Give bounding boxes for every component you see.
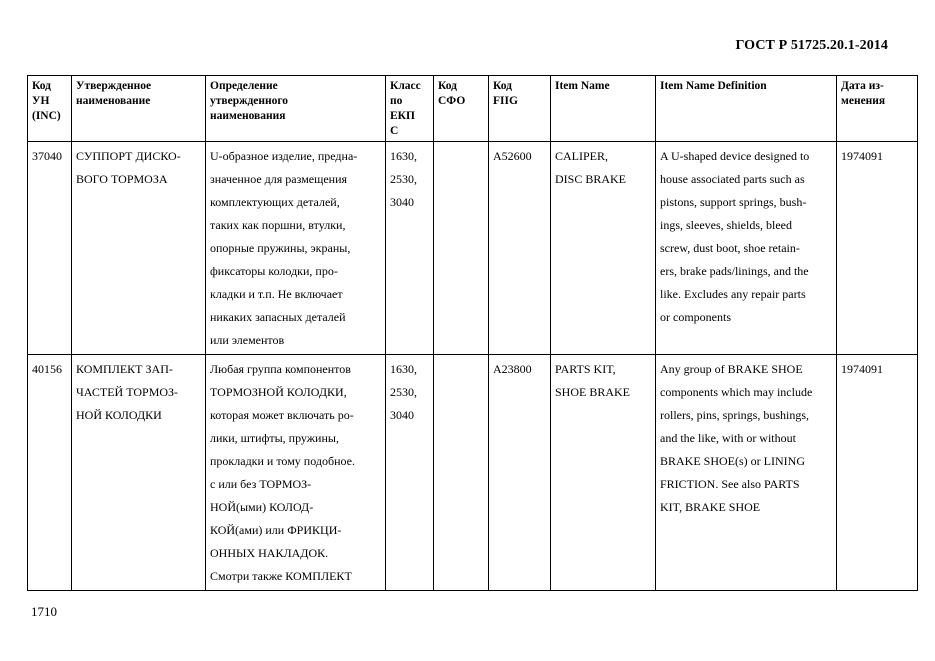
text-line: ers, brake pads/linings, and the (660, 264, 809, 278)
text-line: НОЙ КОЛОДКИ (76, 408, 162, 422)
text-line: SHOE BRAKE (555, 385, 631, 399)
cell-approved-name (72, 142, 206, 355)
table-header-row (28, 76, 918, 142)
cell-change-date: 1974091 (837, 142, 918, 355)
cell-ekps-class (386, 142, 434, 355)
text-line: 3040 (390, 195, 414, 209)
text-line: или элементов (210, 333, 285, 347)
text-line: PARTS KIT, (555, 362, 616, 376)
cell-fiig-code: A23800 (489, 355, 551, 591)
nomenclature-table (27, 75, 918, 591)
header-fiig-code: Код FIIG (489, 76, 551, 142)
text-line: ОННЫХ НАКЛАДОК. (210, 546, 329, 560)
text-line: Смотри также КОМПЛЕКТ (210, 569, 352, 583)
table-row (28, 142, 918, 355)
text-line: 2530, (390, 385, 417, 399)
table-row (28, 355, 918, 591)
text-line: фиксаторы колодки, про- (210, 264, 338, 278)
text-line: Any group of BRAKE SHOE (660, 362, 803, 376)
text-line: 1630, (390, 149, 417, 163)
page-number: 1710 (31, 604, 57, 619)
cell-item-name-definition (656, 142, 837, 355)
text-line: с или без ТОРМОЗ- (210, 477, 312, 491)
cell-inc: 37040 (28, 142, 72, 355)
cell-item-name (551, 355, 656, 591)
text-line: 3040 (390, 408, 414, 422)
header-ekps-class: Класс по ЕКП С (386, 76, 434, 142)
text-line: НОЙ(ыми) КОЛОД- (210, 500, 314, 514)
text-line: house associated parts such as (660, 172, 805, 186)
header-item-name-definition: Item Name Definition (656, 76, 837, 142)
header-definition: Определение утвержденного наименования (206, 76, 386, 142)
text-line: опорные пружины, экраны, (210, 241, 351, 255)
text-line: ВОГО ТОРМОЗА (76, 172, 168, 186)
text-line: прокладки и тому подобное. (210, 454, 355, 468)
cell-definition (206, 355, 386, 591)
text-line: 2530, (390, 172, 417, 186)
text-line: кладки и т.п. Не включает (210, 287, 343, 301)
text-line: KIT, BRAKE SHOE (660, 500, 761, 514)
text-line: ЧАСТЕЙ ТОРМОЗ- (76, 385, 179, 399)
text-line: rollers, pins, springs, bushings, (660, 408, 810, 422)
header-approved-name: Утвержденное наименование (72, 76, 206, 142)
text-line: лики, штифты, пружины, (210, 431, 339, 445)
cell-item-name (551, 142, 656, 355)
text-line: таких как поршни, втулки, (210, 218, 346, 232)
header-item-name: Item Name (551, 76, 656, 142)
text-line: screw, dust boot, shoe retain- (660, 241, 800, 255)
cell-approved-name (72, 355, 206, 591)
text-line: like. Excludes any repair parts (660, 287, 806, 301)
text-line: СУППОРТ ДИСКО- (76, 149, 181, 163)
text-line: pistons, support springs, bush- (660, 195, 807, 209)
header-change-date: Дата из- менения (837, 76, 918, 142)
text-line: components which may include (660, 385, 813, 399)
text-line: КОМПЛЕКТ ЗАП- (76, 362, 173, 376)
cell-item-name-definition (656, 355, 837, 591)
text-line: DISC BRAKE (555, 172, 627, 186)
text-line: никаких запасных деталей (210, 310, 346, 324)
text-line: КОЙ(ами) или ФРИКЦИ- (210, 523, 342, 537)
text-line: комплектующих деталей, (210, 195, 340, 209)
text-line: ings, sleeves, shields, bleed (660, 218, 792, 232)
header-sfo-code: Код СФО (434, 76, 489, 142)
text-line: CALIPER, (555, 149, 609, 163)
cell-sfo-code (434, 355, 489, 591)
text-line: and the like, with or without (660, 431, 796, 445)
cell-sfo-code (434, 142, 489, 355)
text-line: Любая группа компонентов (210, 362, 351, 376)
text-line: U-образное изделие, предна- (210, 149, 358, 163)
text-line: значенное для размещения (210, 172, 348, 186)
text-line: BRAKE SHOE(s) or LINING (660, 454, 805, 468)
text-line: or components (660, 310, 731, 324)
cell-definition (206, 142, 386, 355)
cell-inc: 40156 (28, 355, 72, 591)
cell-change-date: 1974091 (837, 355, 918, 591)
standard-designation: ГОСТ Р 51725.20.1-2014 (735, 38, 888, 53)
text-line: ТОРМОЗНОЙ КОЛОДКИ, (210, 385, 347, 399)
text-line: A U-shaped device designed to (660, 149, 810, 163)
header-inc: Код УН (INC) (28, 76, 72, 142)
text-line: 1630, (390, 362, 417, 376)
cell-ekps-class (386, 355, 434, 591)
text-line: которая может включать ро- (210, 408, 354, 422)
cell-fiig-code: A52600 (489, 142, 551, 355)
text-line: FRICTION. See also PARTS (660, 477, 800, 491)
